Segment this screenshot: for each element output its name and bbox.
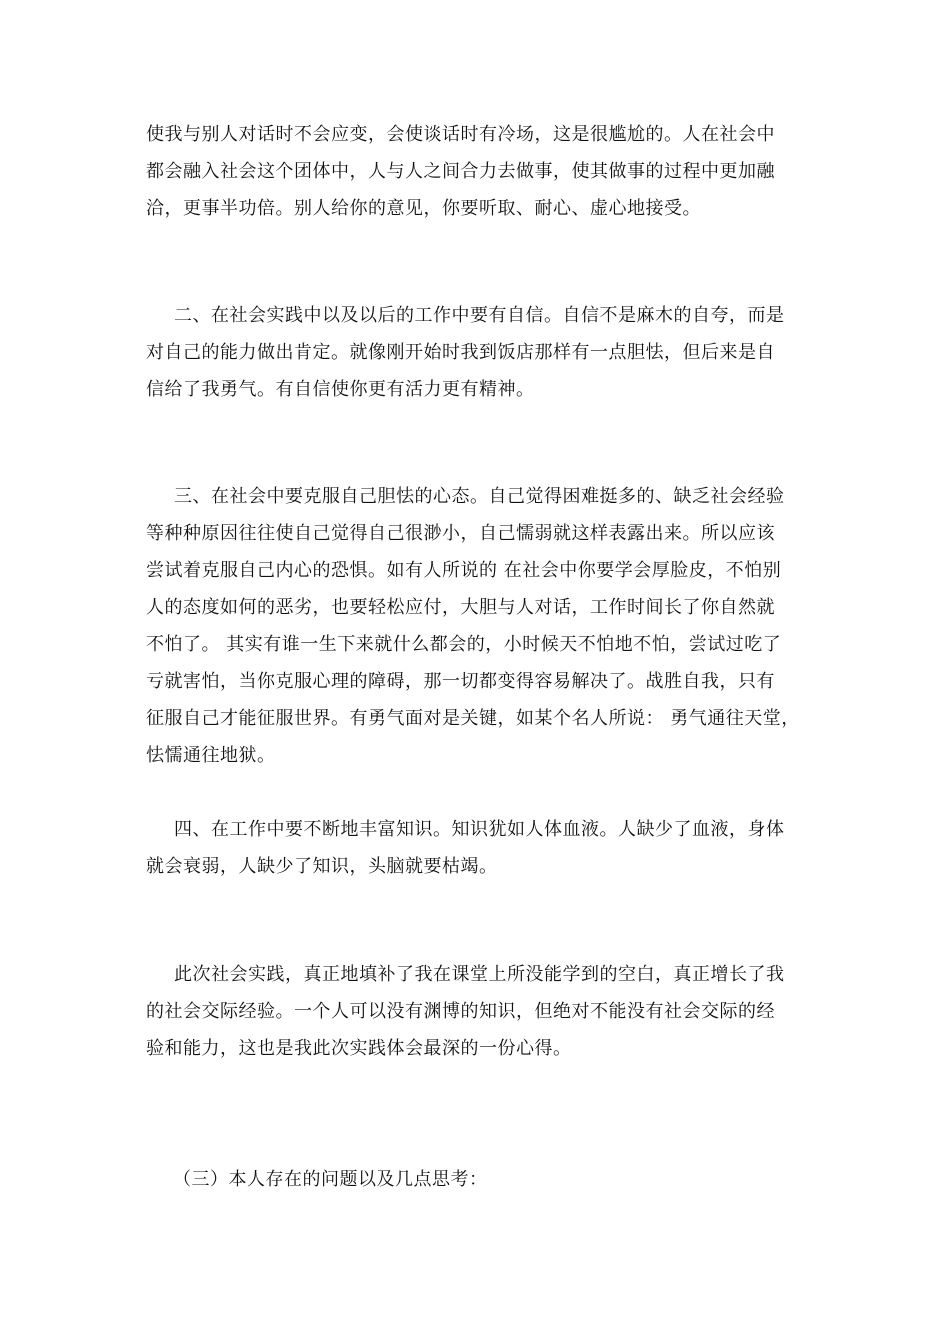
- text-line: 的社会交际经验。一个人可以没有渊博的知识，但绝对不能没有社会交际的经: [146, 1001, 775, 1022]
- text-line: 都会融入社会这个团体中，人与人之间合力去做事，使其做事的过程中更加融: [146, 161, 775, 182]
- text-line: 人的态度如何的恶劣，也要轻松应付，大胆与人对话，工作时间长了你自然就: [146, 597, 775, 618]
- text-line: 四、在工作中要不断地丰富知识。知识犹如人体血液。人缺少了血液，身体: [174, 819, 785, 840]
- text-line: 信给了我勇气。有自信使你更有活力更有精神。: [146, 379, 535, 400]
- text-line: 不怕了。 其实有谁一生下来就什么都会的，小时候天不怕地不怕，尝试过吃了: [146, 634, 782, 655]
- section-heading: [146, 1161, 826, 1198]
- text-line: 二、在社会实践中以及以后的工作中要有自信。自信不是麻木的自夸，而是: [174, 305, 785, 326]
- text-line: 征服自己才能征服世界。有勇气面对是关键，如某个名人所说： 勇气通往天堂，: [146, 708, 800, 729]
- text-line: 尝试着克服自己内心的恐惧。如有人所说的 在社会中你要学会厚脸皮，不怕别: [146, 560, 782, 581]
- text-line: 对自己的能力做出肯定。就像刚开始时我到饭店那样有一点胆怯，但后来是自: [146, 342, 775, 363]
- text-line: 使我与别人对话时不会应变，会使谈话时有冷场，这是很尴尬的。人在社会中: [146, 124, 775, 145]
- paragraph-point-four: [146, 811, 826, 885]
- text-line: 就会衰弱，人缺少了知识，头脑就要枯竭。: [146, 856, 498, 877]
- text-line: 洽，更事半功倍。别人给你的意见，你要听取、耐心、虚心地接受。: [146, 198, 701, 219]
- paragraph-summary: [146, 956, 826, 1067]
- text-line: 等种种原因往往使自己觉得自己很渺小，自己懦弱就这样表露出来。所以应该: [146, 523, 775, 544]
- text-line: 怯懦通往地狱。: [146, 745, 276, 766]
- heading-text: （三）本人存在的问题以及几点思考：: [173, 1169, 488, 1190]
- text-line: 亏就害怕，当你克服心理的障碍，那一切都变得容易解决了。战胜自我，只有: [146, 671, 775, 692]
- paragraph-point-three: [146, 478, 826, 774]
- paragraph-point-two: [146, 297, 826, 408]
- text-line: 验和能力，这也是我此次实践体会最深的一份心得。: [146, 1038, 572, 1059]
- paragraph-continuation: [146, 116, 826, 227]
- text-line: 三、在社会中要克服自己胆怯的心态。自己觉得困难挺多的、缺乏社会经验: [174, 486, 785, 507]
- text-line: 此次社会实践，真正地填补了我在课堂上所没能学到的空白，真正增长了我: [174, 964, 785, 985]
